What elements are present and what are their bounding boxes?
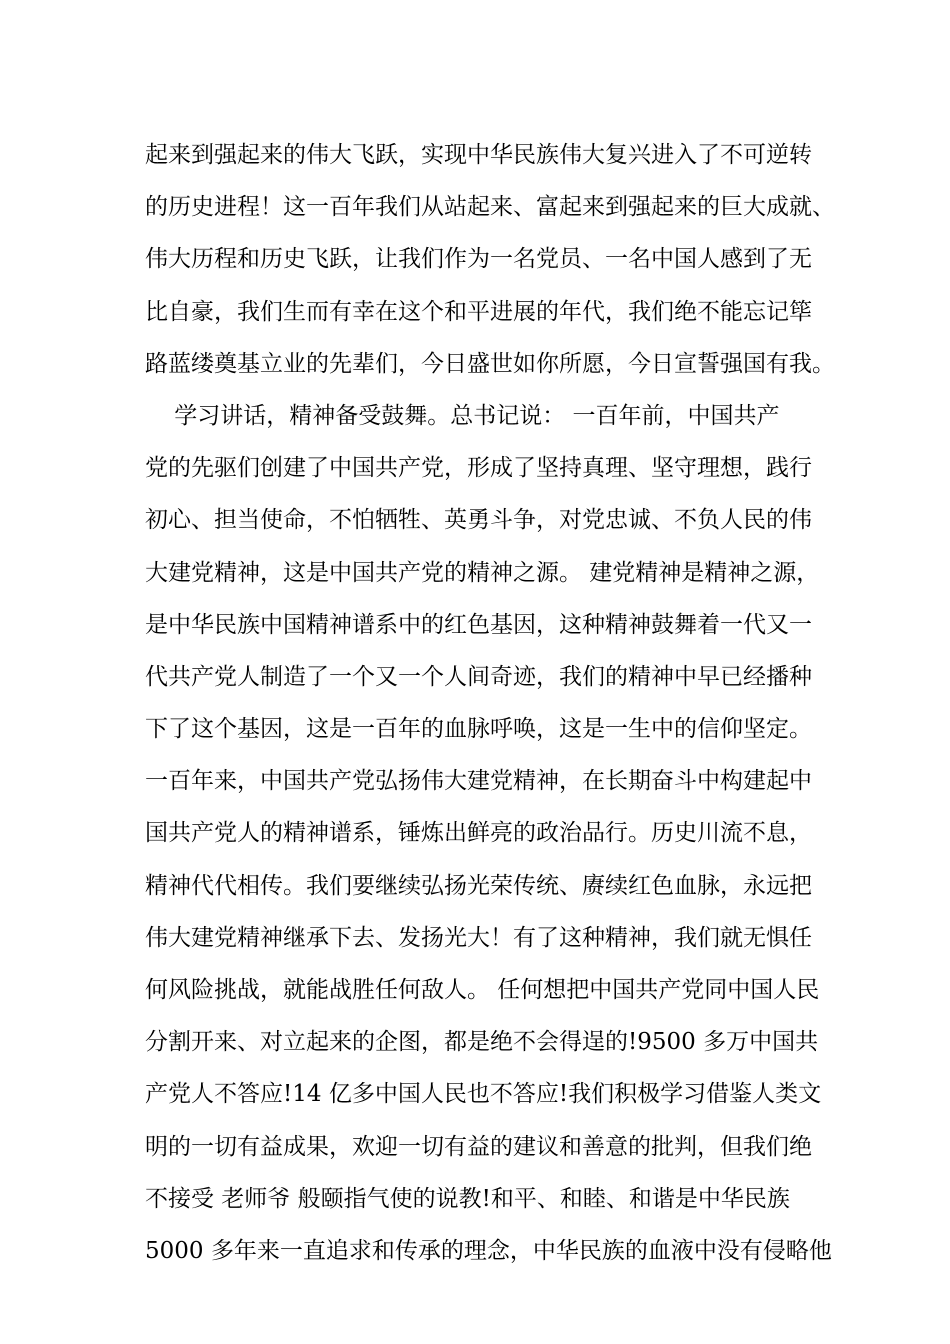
- text-line-9: 大建党精神，这是中国共产党的精神之源。 建党精神是精神之源，: [145, 559, 820, 586]
- text-line-22: 5000 多年来一直追求和传承的理念，中华民族的血液中没有侵略他: [145, 1237, 832, 1264]
- text-line-18: 分割开来、对立起来的企图，都是绝不会得逞的!9500 多万中国共: [145, 1029, 819, 1056]
- text-line-10: 是中华民族中国精神谱系中的红色基因，这种精神鼓舞着一代又一: [145, 611, 812, 638]
- text-line-16: 伟大建党精神继承下去、发扬光大！有了这种精神，我们就无惧任: [145, 924, 812, 951]
- text-line-3: 伟大历程和历史飞跃，让我们作为一名党员、一名中国人感到了无: [145, 246, 812, 273]
- text-line-13: 一百年来，中国共产党弘扬伟大建党精神，在长期奋斗中构建起中: [145, 768, 812, 795]
- text-line-21: 不接受 老师爷 般颐指气使的说教!和平、和睦、和谐是中华民族: [145, 1185, 790, 1212]
- text-line-1: 起来到强起来的伟大飞跃，实现中华民族伟大复兴进入了不可逆转: [145, 142, 812, 168]
- text-line-8: 初心、担当使命，不怕牺牲、英勇斗争，对党忠诚、不负人民的伟: [145, 507, 812, 534]
- text-line-19: 产党人不答应!14 亿多中国人民也不答应!我们积极学习借鉴人类文: [145, 1081, 822, 1108]
- text-line-14: 国共产党人的精神谱系，锤炼出鲜亮的政治品行。历史川流不息，: [145, 820, 812, 847]
- text-line-11: 代共产党人制造了一个又一个人间奇迹，我们的精神中早已经播种: [145, 663, 812, 690]
- text-line-4: 比自豪，我们生而有幸在这个和平进展的年代，我们绝不能忘记筚: [145, 298, 812, 325]
- text-line-7: 党的先驱们创建了中国共产党，形成了坚持真理、坚守理想，践行: [145, 455, 812, 482]
- text-line-17: 何风险挑战，就能战胜任何敌人。 任何想把中国共产党同中国人民: [145, 977, 820, 1003]
- text-line-20: 明的一切有益成果，欢迎一切有益的建议和善意的批判，但我们绝: [145, 1133, 812, 1160]
- text-line-15: 精神代代相传。我们要继续弘扬光荣传统、赓续红色血脉，永远把: [145, 872, 812, 899]
- text-line-12: 下了这个基因，这是一百年的血脉呼唤，这是一生中的信仰坚定。: [145, 716, 812, 743]
- document-body: [145, 129, 835, 1277]
- text-line-2: 的历史进程！这一百年我们从站起来、富起来到强起来的巨大成就、: [145, 194, 835, 221]
- text-line-5: 路蓝缕奠基立业的先辈们，今日盛世如你所愿，今日宣誓强国有我。: [145, 350, 835, 377]
- text-line-6: 学习讲话，精神备受鼓舞。总书记说： 一百年前，中国共产: [145, 402, 780, 429]
